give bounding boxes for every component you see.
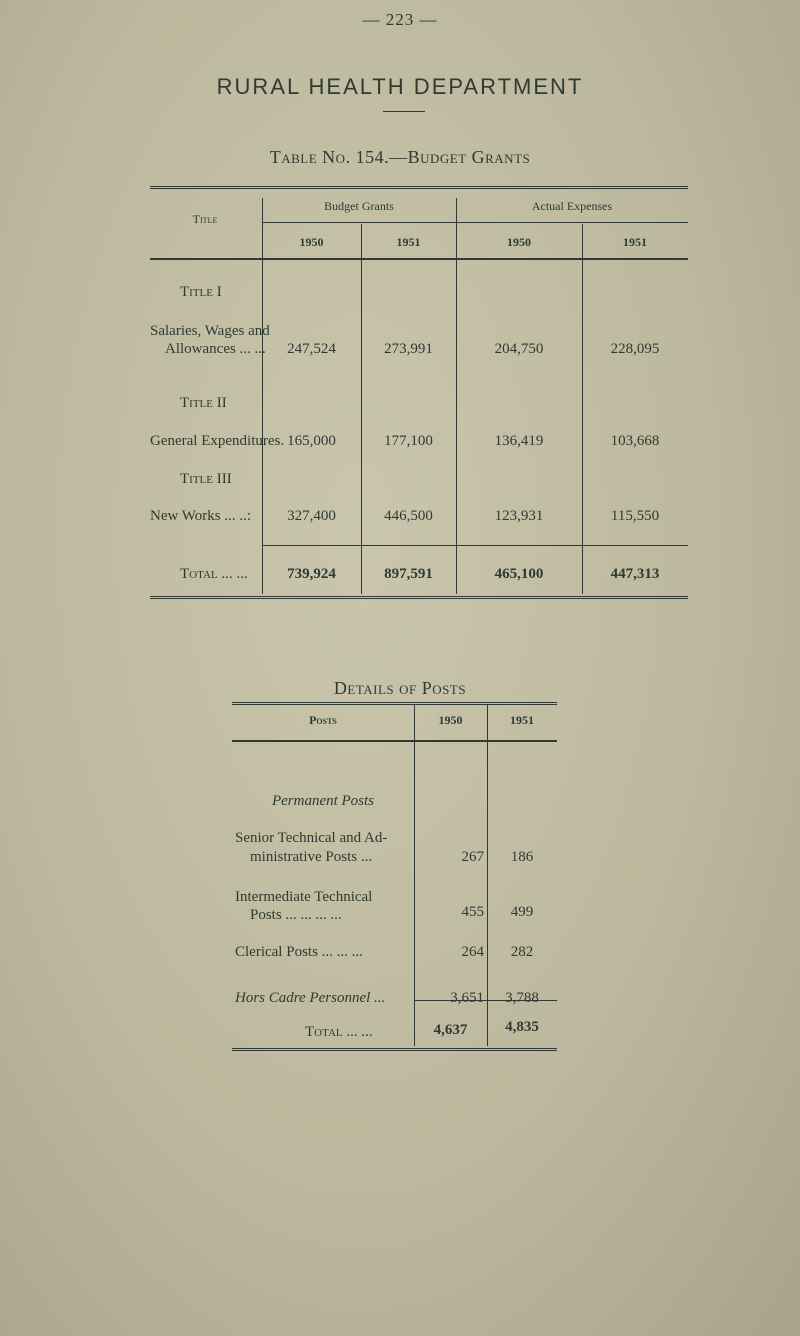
table-bottom-rule [232,1048,557,1051]
total-cell: 897,591 [384,566,433,582]
row-label: Posts ... ... ... ... [250,907,342,923]
department-heading: RURAL HEALTH DEPARTMENT [216,74,584,99]
table-cell: 123,931 [494,508,544,524]
header-year: 1950 [299,235,324,249]
header-posts: Posts [309,713,337,727]
header-year: 1951 [623,235,647,249]
section-heading: Title III [180,471,232,487]
table-top-rule [232,702,557,705]
page-number: — 223 — [362,10,438,29]
row-label: ministrative Posts ... [250,849,373,865]
total-cell: 4,835 [505,1019,539,1035]
table-top-rule [150,186,688,189]
table-cell: 267 [461,849,484,865]
table-cell: 103,668 [610,433,660,449]
column-rule [582,224,583,594]
heading-rule [383,111,425,112]
table-cell: 446,500 [384,508,433,524]
table-cell: 264 [461,944,484,960]
header-year: 1951 [396,235,421,249]
budget-table-caption: Table No. 154.—Budget Grants [269,147,531,167]
section-heading: Title II [180,395,227,411]
total-label: Total ... ... [305,1024,373,1040]
header-year: 1950 [507,235,531,249]
table-cell: 177,100 [384,433,433,449]
table-bottom-rule [150,596,688,599]
column-rule [456,198,457,594]
table-cell: 115,550 [610,508,660,524]
column-rule [262,198,263,594]
posts-table-caption: Details of Posts [333,678,467,698]
row-label: Senior Technical and Ad- [235,830,388,846]
total-label: Total ... ... [180,566,248,582]
total-cell: 465,100 [494,566,544,582]
row-label: General Expenditures. [150,433,285,449]
table-cell: 3,651 [450,990,484,1006]
total-cell: 447,313 [610,566,660,582]
total-cell: 4,637 [433,1022,468,1038]
table-cell: 186 [510,849,534,865]
row-label: New Works ... ..: [150,508,252,524]
header-actual-expenses: Actual Expenses [531,199,613,213]
header-title: Title [192,212,218,226]
table-cell: 455 [461,904,484,920]
table-cell: 228,095 [610,341,660,357]
section-heading: Title I [180,284,222,300]
row-label: Salaries, Wages and [150,323,270,339]
header-budget-grants: Budget Grants [324,199,394,213]
table-cell: 204,750 [494,341,544,357]
header-bottom-rule [232,740,557,742]
row-label: Intermediate Technical [235,889,373,905]
table-cell: 247,524 [287,341,336,357]
row-label: Clerical Posts ... ... ... [235,944,363,960]
header-year: 1950 [438,713,463,727]
total-top-rule [262,545,688,546]
header-group-rule [262,222,688,223]
table-cell: 282 [510,944,534,960]
header-bottom-rule [150,258,688,260]
table-cell: 273,991 [384,341,433,357]
table-cell: 3,788 [505,990,539,1006]
row-label: Hors Cadre Personnel ... [235,990,386,1006]
table-cell: 136,419 [494,433,544,449]
column-rule [361,224,362,594]
total-cell: 739,924 [287,566,336,582]
table-cell: 165,000 [287,433,336,449]
table-cell: 499 [510,904,534,920]
table-cell: 327,400 [287,508,336,524]
section-heading: Permanent Posts [271,793,375,809]
header-year: 1951 [510,713,534,727]
row-label: Allowances ... ... [165,341,266,357]
